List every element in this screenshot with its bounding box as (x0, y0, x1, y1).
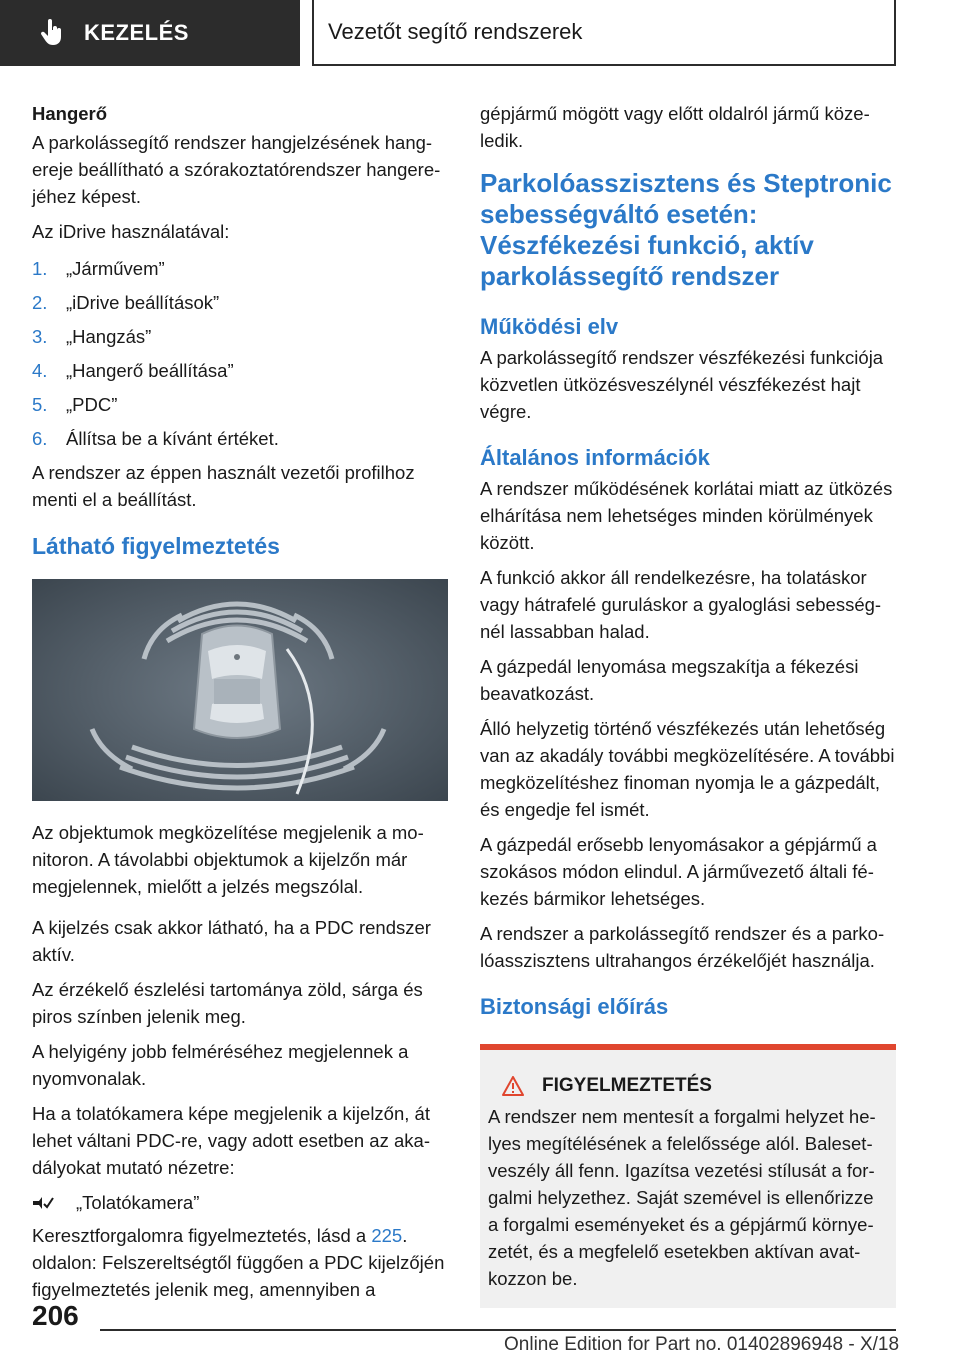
tracks-text: A helyigény jobb felméréséhez megjelennek a nyomvonalak. (32, 1041, 409, 1089)
camera-label: „Tolatókamera” (76, 1192, 200, 1213)
steps-list (32, 255, 448, 452)
warning-header (488, 1072, 888, 1099)
section-heading: Parkolóasszisztens és Steptronic sebességváltó esetén: Vészfékezési funkció, aktív parkolássegítő rendszer (480, 168, 892, 291)
visual-warning-heading: Látható figyelmeztetés (32, 533, 280, 559)
cross-traffic-text: Keresztforgalomra figyelmeztetés, lásd a 225. oldalon: Felszereltségtől függően a PDC kijelzőjén figyelmeztetés jelenik meg, amennyiben a (32, 1225, 445, 1300)
range-colors-text: Az érzékelő észlelési tartománya zöld, sárga és piros színben jelenik meg. (32, 979, 423, 1027)
pdc-car-illustration (32, 579, 448, 801)
safety-heading: Biztonsági előírás (480, 994, 669, 1019)
general-info-heading: Általános információk (480, 445, 710, 470)
general-text-3: A gázpedál lenyomása megszakítja a fékezési beavatkozást. (480, 656, 859, 704)
left-column (32, 100, 448, 1311)
edition-text: Online Edition for Part no. 01402896948 - X/18 (504, 1334, 900, 1355)
volume-text: A parkolássegítő rendszer hangjelzésének hangereje beállítható a szórakoztatórendszer hangerejéhez képest. (32, 132, 441, 207)
approach-text: Az objektumok megközelítése megjelenik a monitoron. A távolabbi objektumok a kijelzőn már megjelennek, mielőtt a jelzés megszólal. (32, 822, 424, 897)
general-text-4: Álló helyzetig történő vészfékezés után lehetőség van az akadály további megközelítésére. A további megközelítéshez finoman nyomja le a gázpedált, és engedje fel ismét. (480, 718, 895, 820)
warning-box (480, 1044, 896, 1308)
list-item: 4. „Hangerő beállítása” (32, 360, 234, 381)
general-text-1: A rendszer működésének korlátai miatt az ütközés elhárítása nem lehetséges minden körülmények között. (480, 478, 893, 553)
camera-switch-text: Ha a tolatókamera képe megjelenik a kijelzőn, át lehet váltani PDC-re, vagy adott esetben az akadályokat mutató nézetre: (32, 1103, 430, 1178)
volume-heading: Hangerő (32, 103, 108, 124)
rear-camera-icon (32, 1194, 54, 1212)
general-text-6: A rendszer a parkolássegítő rendszer és a parkolóasszisztens ultrahangos érzékelőjét használja. (480, 923, 885, 971)
list-item: 5. „PDC” (32, 394, 118, 415)
footer-divider (100, 1329, 896, 1331)
right-column (480, 100, 896, 1308)
principle-text: A parkolássegítő rendszer vészfékezési funkciója közvetlen ütközésveszélynél vészfékezést hajt végre. (480, 347, 884, 422)
warning-title: FIGYELMEZTETÉS (542, 1075, 712, 1096)
list-item: 3. „Hangzás” (32, 326, 152, 347)
camera-option (32, 1189, 448, 1216)
continuation-text: gépjármű mögött vagy előtt oldalról jármű közeledik. (480, 103, 870, 151)
chapter-title: Vezetőt segítő rendszerek (312, 0, 896, 66)
general-text-5: A gázpedál erősebb lenyomásakor a gépjármű a szokásos módon elindul. A járművezető általi fékezés bármikor lehetséges. (480, 834, 877, 909)
list-item: 2. „iDrive beállítások” (32, 292, 220, 313)
idrive-intro: Az iDrive használatával: (32, 221, 230, 242)
general-text-2: A funkció akkor áll rendelkezésre, ha tolatáskor vagy hátrafelé guruláskor a gyaloglási sebességnél lassabban halad. (480, 567, 882, 642)
page-number: 206 (32, 1300, 79, 1331)
pdc-display-image (32, 579, 448, 801)
pdc-active-text: A kijelzés csak akkor látható, ha a PDC rendszer aktív. (32, 917, 431, 965)
page-link[interactable]: 225 (371, 1225, 403, 1246)
profile-text: A rendszer az éppen használt vezetői profilhoz menti el a beállítást. (32, 462, 415, 510)
list-item: 1. „Járművem” (32, 258, 165, 279)
list-item: 6. Állítsa be a kívánt értéket. (32, 428, 279, 449)
warning-triangle-icon (502, 1076, 524, 1096)
principle-heading: Működési elv (480, 314, 619, 339)
hand-pointer-icon (40, 19, 64, 47)
section-tab (0, 0, 300, 66)
warning-text: A rendszer nem mentesít a forgalmi helyzet helyes megítélésének a felelőssége alól. Balesetveszély áll fenn. Igazítsa vezetési stílusát a forgalmi helyzethez. Saját szemével is ellenőrizze a forgalmi eseményeket és a gépjármű környezetét, és a megfelelő esetekben aktívan avatkozzon be. (488, 1106, 876, 1289)
section-title: KEZELÉS (84, 20, 189, 45)
page-header (0, 0, 960, 66)
